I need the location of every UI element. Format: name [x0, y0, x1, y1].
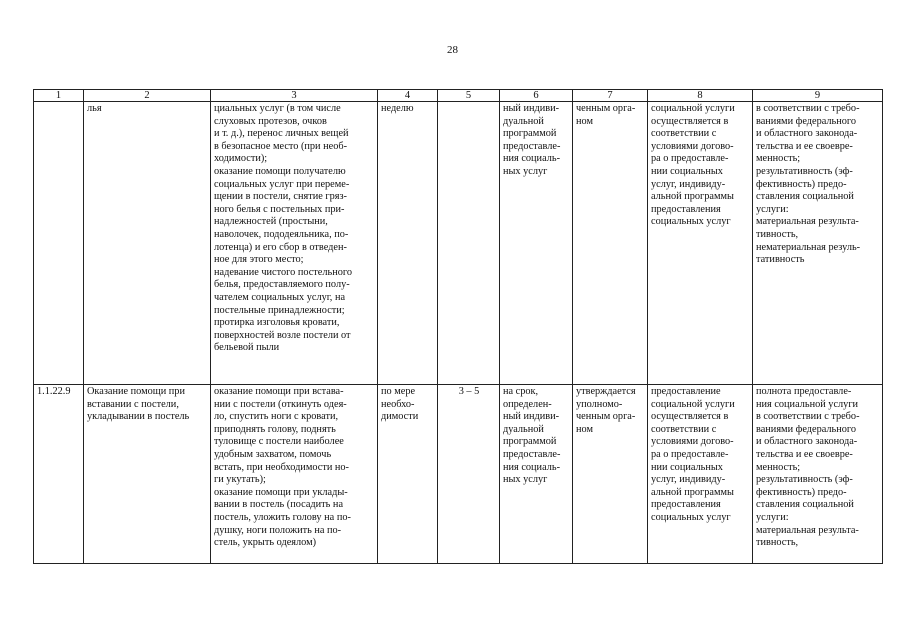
cell-line: соответствии с — [651, 423, 717, 435]
table-row — [34, 385, 883, 564]
cell-line: циальных услуг (в том числе — [214, 103, 341, 114]
cell-line: дуальной — [503, 423, 544, 435]
cell-line: нии с постели (откинуть одея- — [214, 398, 347, 410]
cell-frequency — [378, 385, 438, 564]
cell-line: белья, предоставляемого полу- — [214, 279, 350, 291]
header-col-7: 7 — [573, 90, 648, 102]
cell-approval — [573, 385, 648, 564]
cell-line: и областного законода- — [756, 436, 858, 448]
cell-line: тивность, — [756, 537, 799, 549]
services-table — [33, 89, 883, 564]
cell-line: условиями догово- — [651, 140, 734, 152]
cell-approval — [573, 102, 648, 385]
cell-line: предоставления — [651, 203, 721, 215]
cell-line: димости — [381, 411, 419, 423]
cell-line: предоставление — [651, 386, 721, 397]
cell-line: условиями догово- — [651, 436, 734, 448]
cell-line: и т. д.), перенос личных вещей — [214, 128, 349, 140]
cell-line: ный индиви- — [503, 103, 560, 114]
cell-line: альной программы — [651, 486, 734, 498]
cell-service-name — [84, 102, 211, 385]
cell-line: постельные принадлежности; — [214, 304, 345, 316]
cell-line: уполномо- — [576, 398, 623, 410]
cell-line: ного белья с постельных при- — [214, 203, 345, 215]
cell-line: 3 – 5 — [458, 386, 480, 397]
cell-frequency — [378, 102, 438, 385]
cell-line: укладывании в постель — [87, 411, 190, 423]
cell-line: результативность (эф- — [756, 474, 853, 486]
cell-line: нематериальная резуль- — [756, 241, 861, 253]
cell-line: программой — [503, 128, 557, 140]
cell-line: тивность, — [756, 228, 799, 240]
cell-line: встать, при необходимости но- — [214, 461, 349, 473]
cell-term — [500, 102, 573, 385]
cell-line: чателем социальных услуг, на — [214, 291, 346, 303]
cell-line: определен- — [503, 398, 552, 410]
cell-line: ра о предоставле- — [651, 153, 729, 165]
header-col-3: 3 — [211, 90, 378, 102]
cell-quality-indicators — [753, 102, 883, 385]
cell-line: полнота предоставле- — [756, 386, 852, 397]
cell-conditions — [648, 102, 753, 385]
cell-line: ходимости); — [214, 153, 268, 165]
cell-line: ченным орга- — [576, 103, 636, 114]
cell-line: в соответствии с требо- — [756, 103, 860, 114]
cell-line: на срок, — [503, 386, 539, 397]
cell-line: приподнять голову, поднять — [214, 423, 336, 435]
cell-line: менность; — [756, 461, 801, 473]
header-col-8: 8 — [648, 90, 753, 102]
cell-line: ном — [576, 115, 593, 127]
table-row — [34, 102, 883, 385]
cell-line: неделю — [381, 103, 414, 114]
cell-line: осуществляется в — [651, 115, 729, 127]
cell-line: альной программы — [651, 191, 734, 203]
cell-line: услуги: — [756, 203, 789, 215]
cell-line: социальной услуги — [651, 103, 735, 114]
cell-line: оказание помощи при уклады- — [214, 486, 348, 498]
cell-line: надевание чистого постельного — [214, 266, 352, 278]
page-number: 28 — [447, 44, 458, 56]
cell-line: социальных услуг — [651, 511, 731, 523]
cell-line: ваниями федерального — [756, 115, 856, 127]
cell-line: поверхностей возле постели от — [214, 329, 351, 341]
cell-line: ло, спустить ноги с кровати, — [214, 411, 339, 423]
cell-service-code — [34, 102, 84, 385]
cell-line: туловище с постели наиболее — [214, 436, 344, 448]
cell-line: тативность — [756, 254, 805, 266]
cell-line: материальная результа- — [756, 524, 859, 536]
cell-line: Оказание помощи при — [87, 386, 185, 397]
cell-service-name — [84, 385, 211, 564]
cell-service-description — [211, 385, 378, 564]
cell-line: вставании с постели, — [87, 398, 179, 410]
cell-line: предоставле- — [503, 140, 561, 152]
cell-term — [500, 385, 573, 564]
cell-line: социальной услуги — [651, 398, 735, 410]
cell-line: протирка изголовья кровати, — [214, 317, 340, 329]
cell-line: ния социаль- — [503, 461, 560, 473]
cell-line: фективность) предо- — [756, 178, 847, 190]
cell-line: стель, укрыть одеялом) — [214, 537, 317, 549]
cell-line: душку, ноги положить на по- — [214, 524, 342, 536]
cell-duration — [438, 385, 500, 564]
cell-line: щении в постели, снятие гряз- — [214, 191, 347, 203]
cell-line: программой — [503, 436, 557, 448]
cell-conditions — [648, 385, 753, 564]
cell-line: нии социальных — [651, 165, 723, 177]
cell-line: ный индиви- — [503, 411, 560, 423]
cell-line: осуществляется в — [651, 411, 729, 423]
cell-line: вании в постель (посадить на — [214, 499, 344, 511]
cell-line: бельевой пыли — [214, 342, 280, 354]
cell-line: ное для этого место; — [214, 254, 304, 266]
header-col-9: 9 — [753, 90, 883, 102]
cell-line: соответствии с — [651, 128, 717, 140]
cell-line: слуховых протезов, очков — [214, 115, 327, 127]
cell-line: ставления социальной — [756, 191, 854, 203]
cell-line: социальных услуг — [651, 216, 731, 228]
cell-line: утверждается — [576, 386, 636, 397]
cell-line: в соответствии с требо- — [756, 411, 860, 423]
cell-line: ставления социальной — [756, 499, 854, 511]
cell-line: услуг, индивиду- — [651, 474, 726, 486]
cell-line: услуг, индивиду- — [651, 178, 726, 190]
cell-line: результативность (эф- — [756, 165, 853, 177]
cell-line: фективность) предо- — [756, 486, 847, 498]
cell-line: ваниями федерального — [756, 423, 856, 435]
cell-line: надлежностей (простыни, — [214, 216, 328, 228]
cell-line: социальных услуг при переме- — [214, 178, 350, 190]
cell-line: услуги: — [756, 511, 789, 523]
cell-line: менность; — [756, 153, 801, 165]
header-col-4: 4 — [378, 90, 438, 102]
cell-line: лотенца) и его сбор в отведен- — [214, 241, 347, 253]
cell-line: материальная результа- — [756, 216, 859, 228]
cell-service-description — [211, 102, 378, 385]
cell-line: предоставления — [651, 499, 721, 511]
cell-line: и областного законода- — [756, 128, 858, 140]
cell-duration — [438, 102, 500, 385]
cell-line: ги укутать); — [214, 474, 266, 486]
cell-line: оказание помощи при встава- — [214, 386, 344, 397]
cell-line: постель, уложить голову на по- — [214, 511, 351, 523]
cell-service-code: 1.1.22.9 — [34, 385, 84, 564]
cell-line: нии социальных — [651, 461, 723, 473]
header-row — [34, 90, 883, 102]
cell-line: предоставле- — [503, 448, 561, 460]
header-col-1: 1 — [34, 90, 84, 102]
cell-line: ных услуг — [503, 165, 548, 177]
cell-line: оказание помощи получателю — [214, 165, 346, 177]
cell-line: по мере — [381, 386, 416, 397]
cell-line: необхо- — [381, 398, 415, 410]
cell-line: дуальной — [503, 115, 544, 127]
header-col-5: 5 — [438, 90, 500, 102]
cell-line: наволочек, пододеяльника, по- — [214, 228, 349, 240]
cell-line: ра о предоставле- — [651, 448, 729, 460]
cell-line: тельства и ее своевре- — [756, 140, 853, 152]
cell-line: ных услуг — [503, 474, 548, 486]
header-col-6: 6 — [500, 90, 573, 102]
cell-line: лья — [87, 103, 102, 114]
cell-line: ченным орга- — [576, 411, 636, 423]
cell-line: удобным захватом, помочь — [214, 448, 332, 460]
cell-line: ния социальной услуги — [756, 398, 859, 410]
cell-line: ния социаль- — [503, 153, 560, 165]
cell-line: ном — [576, 423, 593, 435]
header-col-2: 2 — [84, 90, 211, 102]
cell-quality-indicators — [753, 385, 883, 564]
cell-line: в безопасное место (при необ- — [214, 140, 348, 152]
cell-line: тельства и ее своевре- — [756, 448, 853, 460]
